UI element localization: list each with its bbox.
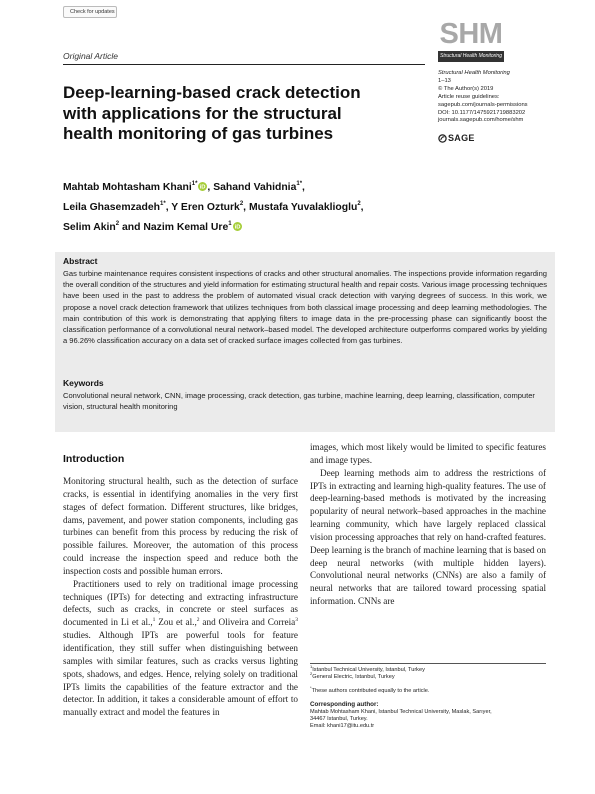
corresponding-author-name: Mahtab Mohtasham Khani, Istanbul Technical University, Maslak, Sarıyer, (310, 708, 492, 715)
footnote-text: These authors contributed equally to the article. (311, 687, 430, 694)
sage-icon (438, 134, 447, 143)
author-affiliation-mark: 2 (357, 201, 361, 207)
author-name: Mustafa Yuvalaklioglu (248, 202, 358, 213)
author-list: Mahtab Mohtasham Khani$^{1*}$ iD , Sahand Vahidnia$^{1*}$, Leila Ghasemzadeh$^{1*}$, Y Eren Ozturk$^2$, Mustafa Yuvalaklioglu$^2$, Selim Akin$^2$ and Nazim Kemal Ure$^1$ iD (63, 181, 364, 233)
author-affiliation-mark: 1* (296, 181, 303, 187)
article-type: Original Article (63, 51, 118, 61)
author-affiliation-mark: 1* (191, 181, 198, 187)
svg-text:iD: iD (200, 184, 206, 191)
corresponding-author-label: Corresponding author: (310, 701, 379, 709)
author-name: Selim Akin (63, 222, 116, 233)
author-conjunction: and (121, 222, 141, 233)
citation-ref[interactable]: 1 (152, 617, 156, 624)
affiliation-text: Istanbul Technical University, Istanbul, Turkey (312, 667, 425, 673)
paper-title: Deep-learning-based crack detection with applications for the structural health monitoring of gas turbines (63, 83, 361, 143)
abstract-text: Gas turbine maintenance requires consistent inspections of cracks and other structural anomalies. The inspections provide information regarding the overall condition of the structures and yield information for estimating structural health and repair costs. Various image processing techniques have been used in the past to address the problem of automated visual crack detection with varying degrees of success. In this work, we propose a novel crack detection framework that utilizes techniques from both classical image processing and deep learning methodologies. The main contribution of this work is demonstrating that applying filters to image data in the pre-processing phase can significantly boost the classification performance of a convolutional neural network–based model. The developed architecture outperforms compared works by yielding a 96.26% classification accuracy on a data set of cracked surface images collected from gas turbines. (63, 269, 547, 346)
affiliation-text: General Electric, Istanbul, Turkey (312, 674, 395, 681)
author-name: Mahtab Mohtasham Khani (63, 182, 192, 193)
affiliation-mark: 2 (310, 671, 313, 677)
citation-ref[interactable]: 3 (295, 617, 299, 624)
keywords-heading: Keywords (63, 378, 104, 388)
meta-reuse: Article reuse guidelines: (438, 93, 500, 100)
affiliation-2 (310, 671, 546, 681)
body-text-run: Practitioners used to rely on traditional image processing techniques (IPTs) for detecting and extracting infrastructure defects, such as cracks, in concrete or steel surfaces as documented in Li et al., (63, 578, 298, 628)
author-affiliation-mark: 1* (160, 201, 166, 207)
citation-ref[interactable]: 2 (196, 617, 200, 624)
body-text-run: and Oliveira and Correia (199, 617, 296, 628)
author-name: Sahand Vahidnia (213, 182, 297, 193)
publisher-logo (438, 133, 475, 143)
footnotes (310, 664, 546, 731)
abstract-heading: Abstract (63, 256, 98, 266)
author-name: Y Eren Ozturk (171, 202, 240, 213)
meta-journal: Structural Health Monitoring (438, 70, 510, 76)
affiliation-mark: 1 (310, 664, 313, 669)
journal-logo (438, 20, 504, 62)
body-text-run: studies. Although IPTs are powerful tools for feature identification, they still suffer when distinguishing between samples with similar features, such as cracks versus lighting spots, shadows, and edges. Hence, relying solely on traditional IPTs limits the capabilities of the feature extractor and the detector. In addition, it takes a considerable amount of effort to manually extract and model the features in (63, 630, 298, 718)
header-rule (63, 64, 425, 65)
body-column-right (310, 441, 546, 608)
meta-journal-link[interactable]: journals.sagepub.com/home/shm (438, 117, 524, 124)
body-paragraph (63, 578, 298, 719)
author-affiliation-mark: 2 (239, 201, 244, 207)
body-column-left (63, 475, 298, 719)
author-affiliation-mark: 2 (115, 221, 120, 227)
keywords-text: Convolutional neural network, CNN, image processing, crack detection, gas turbine, machine learning, deep learning, classification, computer vision, structural health monitoring (63, 391, 535, 412)
orcid-icon[interactable] (233, 222, 242, 231)
meta-pages: 1–13 (438, 77, 451, 84)
meta-doi[interactable]: DOI: 10.1177/1475921719883202 (438, 109, 526, 116)
check-for-updates-badge[interactable] (63, 6, 117, 18)
meta-reuse-link[interactable]: sagepub.com/journals-permissions (438, 101, 528, 108)
orcid-icon[interactable] (198, 182, 207, 191)
publisher-name: SAGE (448, 133, 475, 143)
author-name: Nazim Kemal Ure (143, 222, 229, 233)
footnote-rule (310, 663, 546, 664)
section-heading-introduction: Introduction (63, 453, 125, 465)
journal-logo-letters: SHM (439, 18, 503, 50)
equal-contribution-note (310, 684, 546, 695)
body-paragraph: Monitoring structural health, such as the detection of surface cracks, is essential in identifying anomalies in the very first stages of defect formation. Different structures, like bridges, dams, pavement, and power station components, including gas turbines can benefit from this process by reducing the risk of possible failures. Moreover, the automation of this process could increase the inspection speed and reduce both the inspection costs and possible human errors. (63, 476, 298, 576)
footnote-mark: * (310, 684, 312, 690)
author-name: Leila Ghasemzadeh (63, 202, 161, 213)
meta-copyright: © The Author(s) 2019 (438, 85, 494, 92)
body-text-run: Zou et al., (155, 617, 197, 628)
journal-logo-subtitle: Structural Health Monitoring (440, 53, 502, 59)
svg-text:iD: iD (234, 224, 241, 231)
check-updates-label: Check for updates (70, 9, 115, 15)
body-paragraph: Deep learning methods aim to address the restrictions of IPTs in extracting and learning high-quality features. The use of deep-learning-based methods is motivated by the increasing popularity of neural network–based approaches in the machine learning community, which have largely replaced classical vision processing approaches that rely on hand-crafted features. Deep learning is the branch of machine learning that is based on deep neural networks (with multiple hidden layers). Convolutional neural networks (CNNs) are also a family of neural networks that are tailored toward processing spatial information. CNNs are (310, 467, 546, 607)
body-paragraph: images, which most likely would be limited to specific features and image types. (310, 442, 546, 465)
author-affiliation-mark: 1 (228, 221, 232, 227)
corresponding-author-email[interactable]: Email: khani17@itu.edu.tr (310, 723, 375, 730)
corresponding-author-address: 34467 Istanbul, Turkey. (310, 716, 368, 723)
article-metadata (438, 70, 558, 125)
